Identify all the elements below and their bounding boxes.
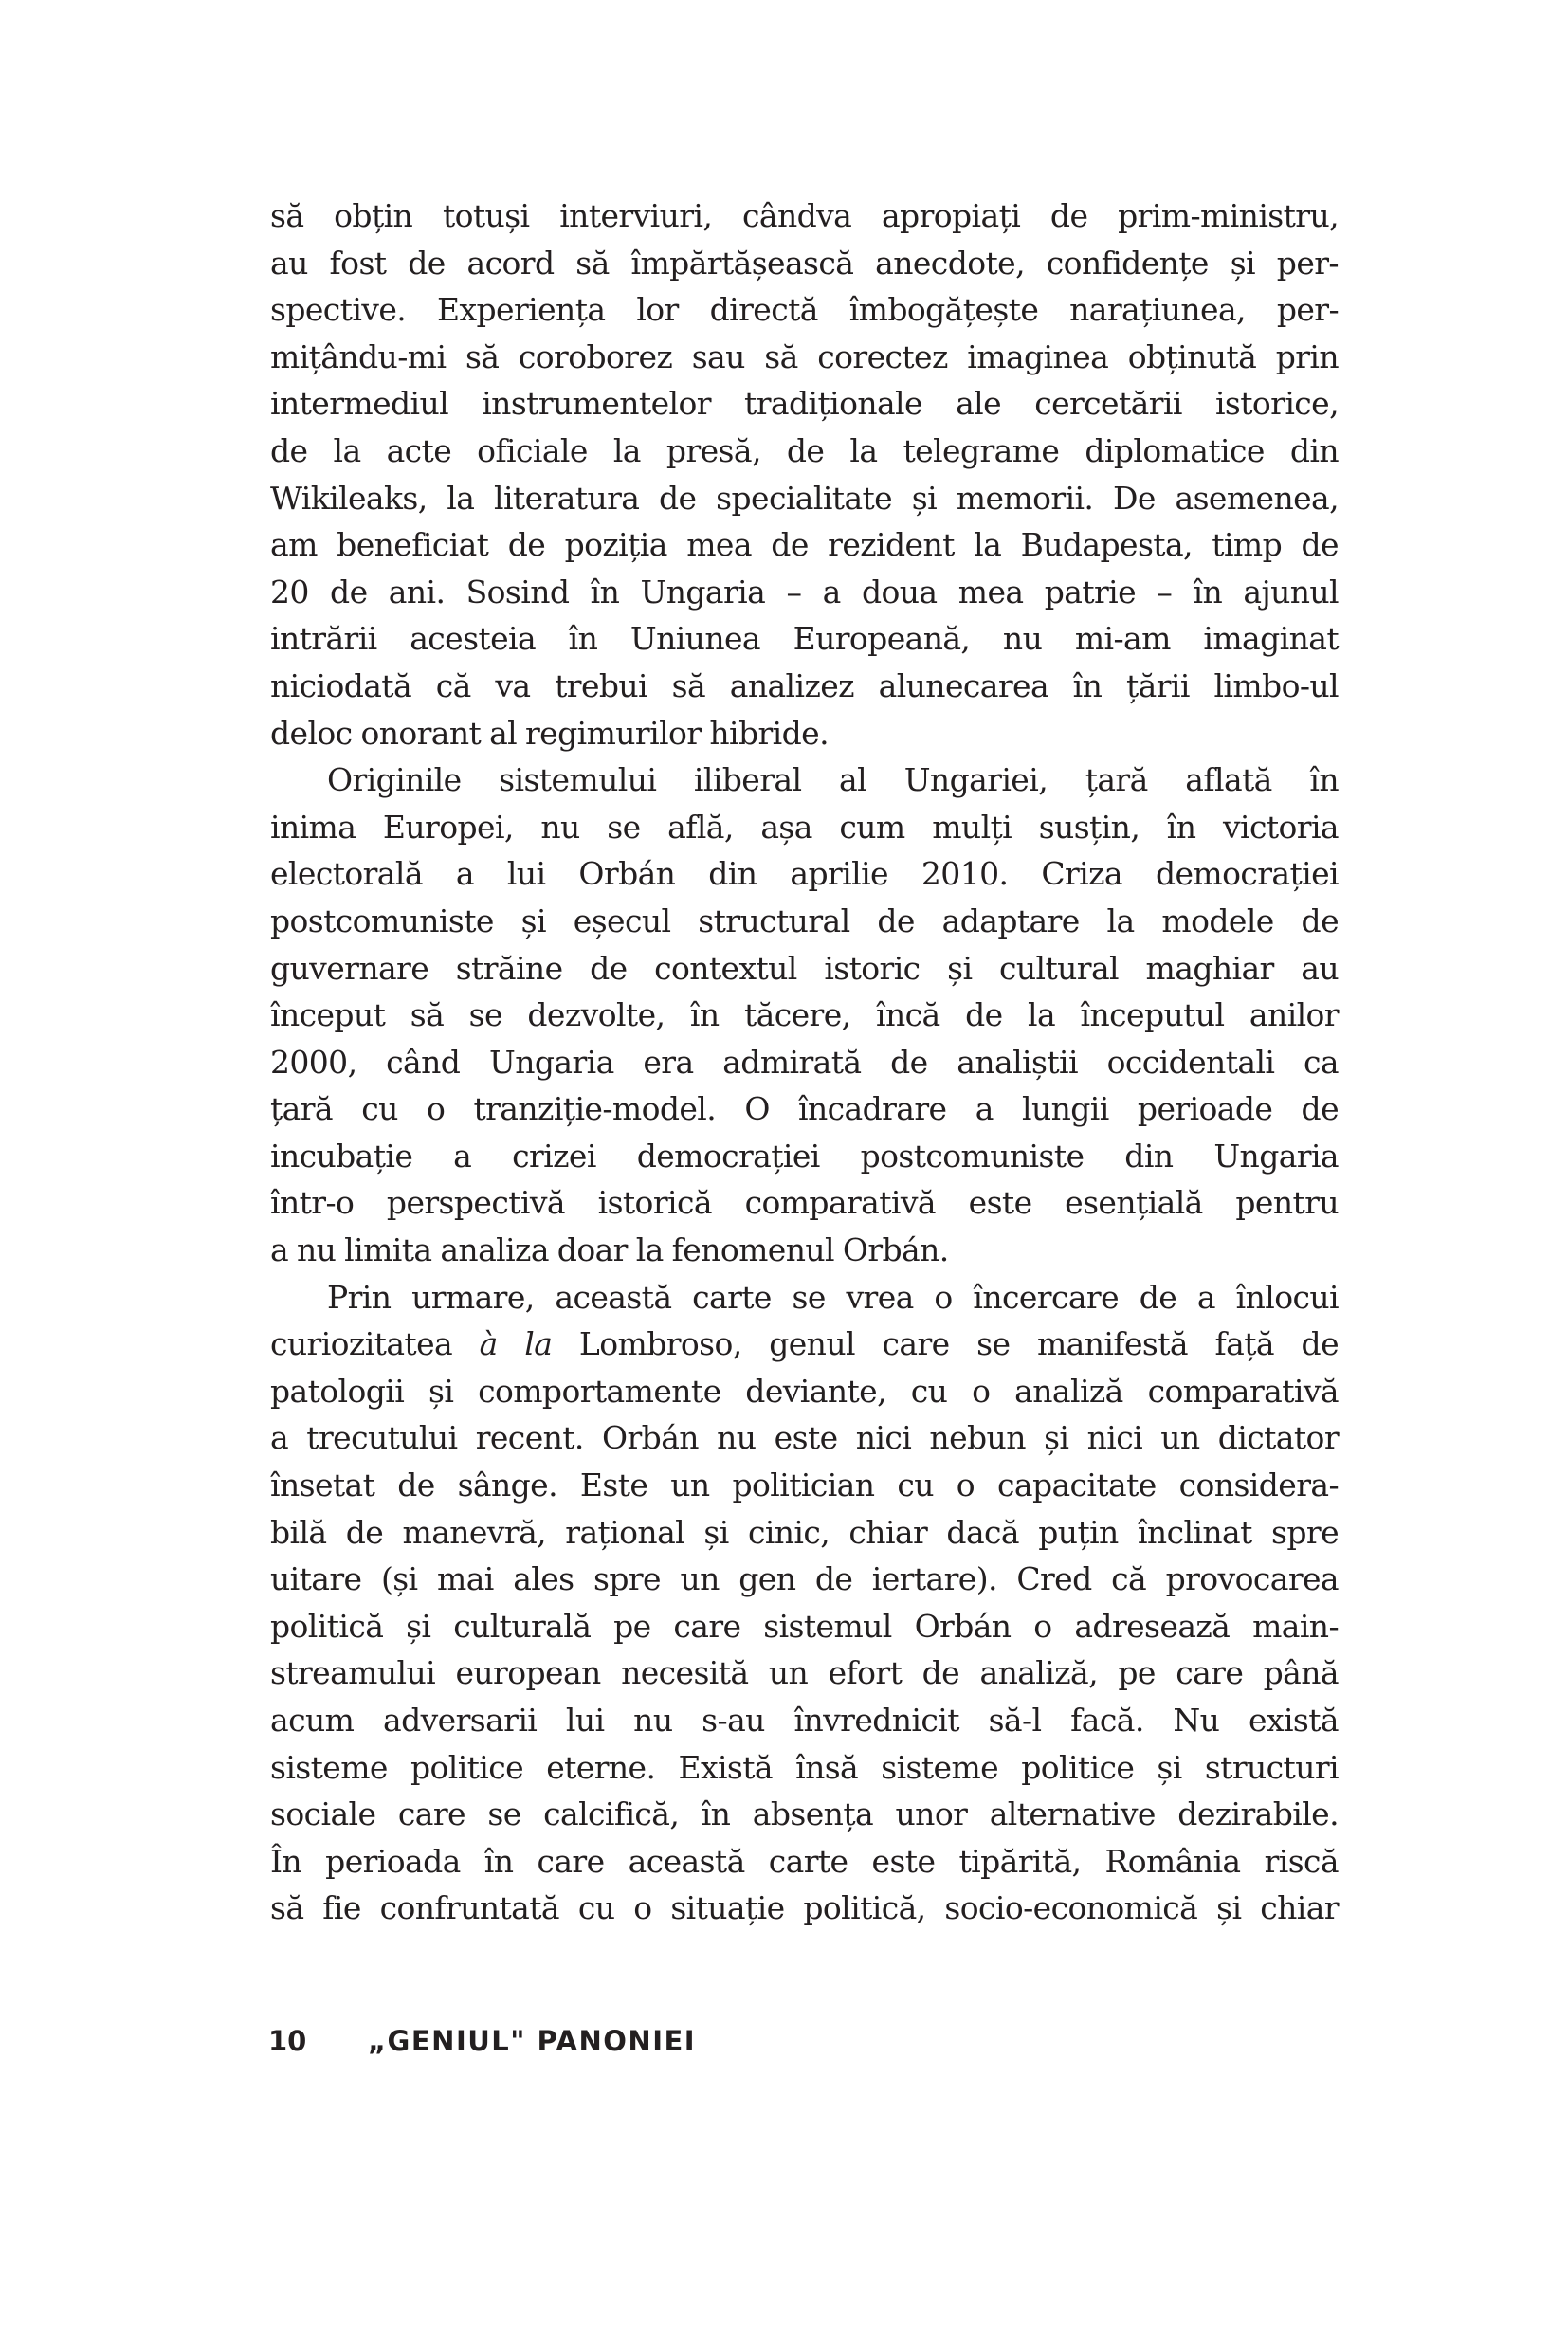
text-line: curiozitatea à la Lombroso, genul care se manifestă față de (270, 1325, 1339, 1363)
text-line: însetat de sânge. Este un politician cu o capacitate considera- (270, 1467, 1339, 1504)
running-title: „GENIUL" PANONIEI (368, 2025, 697, 2057)
text-line: a nu limita analiza doar la fenomenul Orbán. (270, 1231, 949, 1269)
text-line: uitare (și mai ales spre un gen de iertare). Cred că provocarea (270, 1560, 1339, 1598)
text-line: politică și culturală pe care sistemul Orbán o adresează main- (270, 1607, 1339, 1645)
text-line: 2000, când Ungaria era admirată de analiștii occidentali ca (270, 1043, 1339, 1081)
page-number: 10 (268, 2025, 307, 2057)
text-line: a trecutului recent. Orbán nu este nici nebun și nici un dictator (270, 1419, 1339, 1457)
paragraph (270, 1274, 1339, 1932)
text-line: sisteme politice eterne. Există însă sisteme politice și structuri (270, 1748, 1339, 1786)
text-line: bilă de manevră, rațional și cinic, chiar dacă puțin înclinat spre (270, 1513, 1339, 1551)
text-line: inima Europei, nu se află, așa cum mulți susțin, în victoria (270, 808, 1339, 846)
paragraph (270, 756, 1339, 1274)
text-line: Prin urmare, această carte se vrea o încercare de a înlocui (327, 1278, 1339, 1316)
text-line: incubație a crizei democrației postcomuniste din Ungaria (270, 1137, 1339, 1175)
text-line: sociale care se calcifică, în absența unor alternative dezirabile. (270, 1795, 1339, 1833)
text-line: niciodată că va trebui să analizez alunecarea în țării limbo-ul (270, 666, 1339, 704)
text-line: 20 de ani. Sosind în Ungaria – a doua mea patrie – în ajunul (270, 573, 1339, 611)
page-footer (268, 2025, 696, 2057)
text-line: au fost de acord să împărtășească anecdote, confidențe și per- (270, 244, 1339, 282)
text-line: intrării acesteia în Uniunea Europeană, nu mi-am imaginat (270, 620, 1339, 658)
text-line: Wikileaks, la literatura de specialitate și memorii. De asemenea, (270, 479, 1339, 517)
text-line: guvernare străine de contextul istoric și cultural maghiar au (270, 949, 1339, 987)
text-line: să fie confruntată cu o situație politică, socio-economică și chiar (270, 1889, 1339, 1927)
text-line: streamului european necesită un efort de analiză, pe care până (270, 1654, 1339, 1692)
text-line: țară cu o tranziție-model. O încadrare a lungii perioade de (270, 1090, 1339, 1128)
text-line: În perioada în care această carte este tipărită, România riscă (270, 1842, 1339, 1880)
text-line: spective. Experiența lor directă îmbogățește narațiunea, per- (270, 291, 1339, 329)
italic-phrase: à la (479, 1325, 553, 1363)
text-line: Originile sistemului iliberal al Ungariei, țară aflată în (327, 761, 1339, 799)
text-line: patologii și comportamente deviante, cu o analiză comparativă (270, 1372, 1339, 1410)
text-line: mițându-mi să coroborez sau să corectez imaginea obținută prin (270, 337, 1339, 375)
text-line: intermediul instrumentelor tradiționale ale cercetării istorice, (270, 385, 1339, 423)
text-line: de la acte oficiale la presă, de la telegrame diplomatice din (270, 431, 1339, 469)
body-text (270, 192, 1339, 1932)
text-line: postcomuniste și eșecul structural de adaptare la modele de (270, 902, 1339, 939)
text-line: să obțin totuși interviuri, cândva apropiați de prim-ministru, (270, 197, 1339, 234)
text-line: început să se dezvolte, în tăcere, încă de la începutul anilor (270, 996, 1339, 1034)
text-line: am beneficiat de poziția mea de rezident la Budapesta, timp de (270, 526, 1339, 564)
text-line: electorală a lui Orbán din aprilie 2010. Criza democrației (270, 855, 1339, 893)
text-line: acum adversarii lui nu s-au învrednicit să-l facă. Nu există (270, 1702, 1339, 1739)
paragraph (270, 192, 1339, 756)
text-line: într-o perspectivă istorică comparativă este esențială pentru (270, 1184, 1339, 1222)
text-line: deloc onorant al regimurilor hibride. (270, 714, 829, 752)
